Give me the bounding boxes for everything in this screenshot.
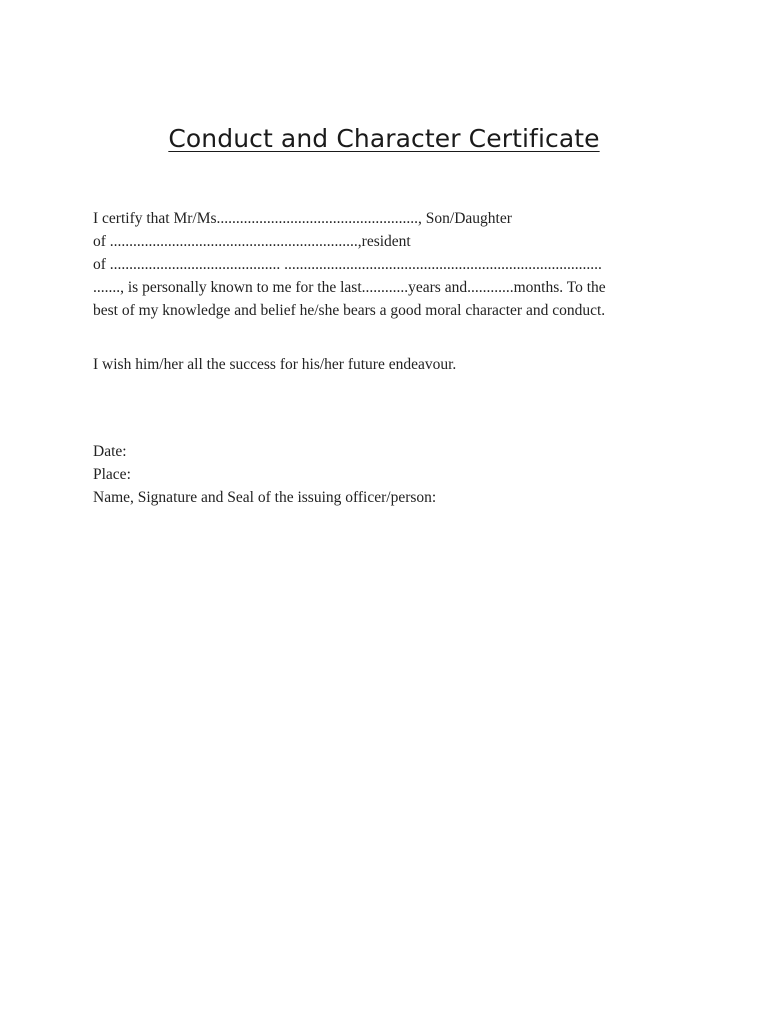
certification-line-2: of ................................................................,resident bbox=[93, 233, 411, 250]
certification-line-3: of ............................................ .................................................................................. bbox=[93, 256, 602, 273]
date-label: Date: bbox=[93, 443, 127, 460]
place-label: Place: bbox=[93, 466, 131, 483]
document-title: Conduct and Character Certificate bbox=[168, 124, 600, 153]
certification-line-5: best of my knowledge and belief he/she bears a good moral character and conduct. bbox=[93, 302, 606, 319]
wishes-paragraph bbox=[93, 353, 683, 376]
certification-line-4: ......., is personally known to me for the last............years and............months. To the bbox=[93, 279, 606, 296]
issuer-details bbox=[93, 440, 683, 509]
signature-label: Name, Signature and Seal of the issuing officer/person: bbox=[93, 489, 437, 506]
wishes-text: I wish him/her all the success for his/her future endeavour. bbox=[93, 356, 457, 373]
certification-line-1: I certify that Mr/Ms...................................................., Son/Daughter bbox=[93, 210, 512, 227]
certification-paragraph bbox=[93, 207, 683, 322]
